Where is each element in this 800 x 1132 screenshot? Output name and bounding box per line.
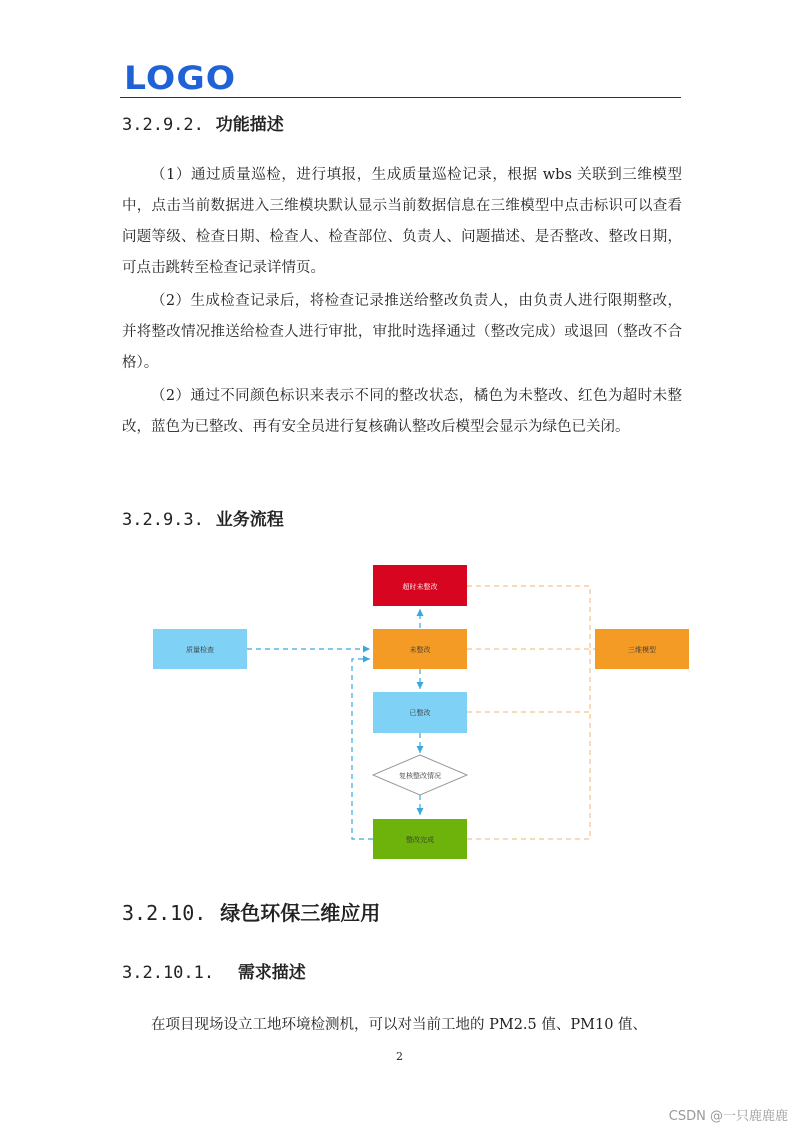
section-title: 功能描述 (215, 115, 284, 135)
paragraph-10-1: 在项目现场设立工地环境检测机，可以对当前工地的 PM2.5 值、PM10 值、 (151, 1017, 648, 1033)
node-not-rectified-label: 未整改 (409, 646, 431, 654)
node-rectified-label: 已整改 (409, 709, 431, 717)
paragraph-1: （1）通过质量巡检，进行填报，生成质量巡检记录，根据 wbs 关联到三维模型中，点击当前数据进入三维模块默认显示当前数据信息在三维模型中点击标识可以查看问题等级、检查日期、检查人、检查部位、负责人、问题描述、是否整改、整改日期，可点击跳转至检查记录详情页。 (122, 167, 682, 276)
section-title: 业务流程 (215, 510, 284, 530)
section-number: 3.2.9.3. (122, 510, 204, 530)
paragraph-2: （2）生成检查记录后，将检查记录推送给整改负责人，由负责人进行限期整改，并将整改情况推送给检查人进行审批，审批时选择通过（整改完成）或退回（整改不合格）。 (122, 293, 682, 371)
node-overdue-label: 超时未整改 (402, 583, 438, 591)
node-quality-check-label: 质量检查 (186, 646, 214, 654)
node-review-label: 复核整改情况 (399, 772, 441, 780)
node-3d-model-label: 三维模型 (628, 646, 656, 654)
section-heading-3-2-10 (122, 897, 380, 926)
section-number: 3.2.10. (122, 901, 207, 925)
page-number: 2 (396, 1050, 403, 1063)
section-title: 绿色环保三维应用 (220, 901, 381, 925)
paragraph-3: （2）通过不同颜色标识来表示不同的整改状态，橘色为未整改、红色为超时未整改，蓝色为已整改、再有安全员进行复核确认整改后模型会显示为绿色已关闭。 (122, 388, 682, 435)
section-title: 需求描述 (237, 963, 306, 983)
watermark: CSDN @一只鹿鹿鹿 (668, 1109, 788, 1124)
section-number: 3.2.10.1. (122, 963, 215, 983)
section-number: 3.2.9.2. (122, 115, 204, 135)
logo: LOGO (124, 59, 237, 97)
node-completed-label: 整改完成 (406, 836, 434, 844)
section-heading-3-2-10-1 (122, 958, 306, 983)
orange-connectors (467, 586, 595, 839)
